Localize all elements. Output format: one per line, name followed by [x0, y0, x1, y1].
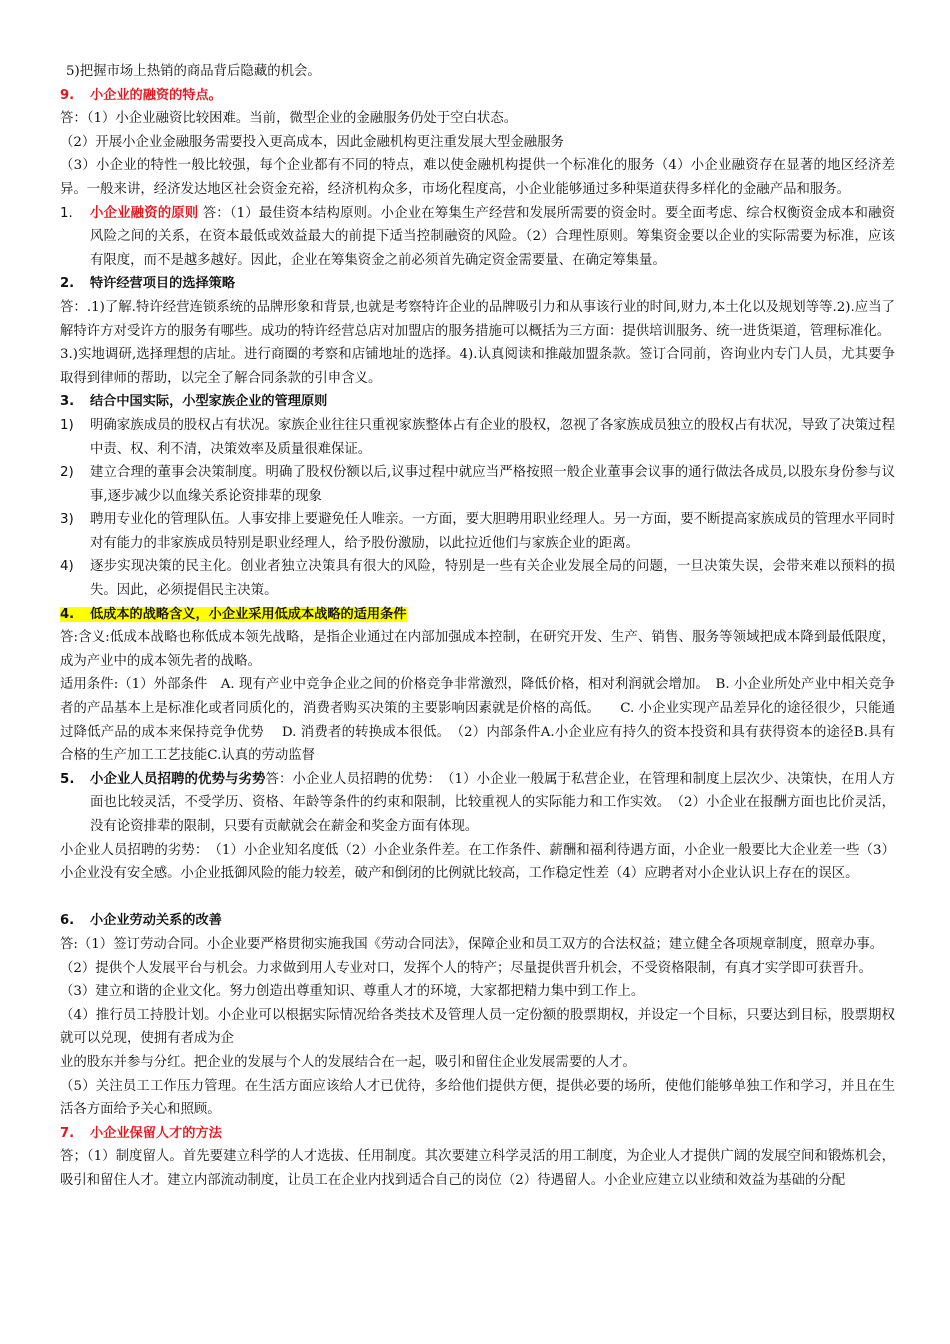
list-number: 5.	[60, 771, 75, 787]
heading-title: 特许经营项目的选择策略	[90, 276, 236, 292]
answer-paragraph: （3）小企业的特性一般比较强，每个企业都有不同的特点，难以使金融机构提供一个标准化的服务（4）小企业融资存在显著的地区经济差异。一般来讲，经济发达地区社会资金充裕，经济机构众多，市场化程度高，小企业能够通过多种渠道获得多样化的金融产品和服务。	[60, 158, 895, 197]
answer-line: 业的股东并参与分红。把企业的发展与个人的发展结合在一起，吸引和留住企业发展需要的人才。	[60, 1054, 636, 1070]
answer-paragraph: 答；（1）制度留人。首先要建立科学的人才选拔、任用制度。其次要建立科学灵活的用工制度，为企业人才提供广阔的发展空间和锻炼机会，吸引和留住人才。建立内部流动制度，让员工在企业内找到适合自己的岗位（2）待遇留人。小企业应建立以业绩和效益为基础的分配	[60, 1149, 895, 1188]
list-item	[60, 555, 895, 602]
list-text: 建立合理的董事会决策制度。明确了股权份额以后,议事过程中就应当严格按照一般企业董事会议事的通行做法各成员,以股东身份参与议事,逐步减少以血缘关系论资排辈的现象	[90, 465, 895, 504]
heading-q2	[60, 272, 895, 296]
answer-text: 答：（1）最佳资本结构原则。小企业在筹集生产经营和发展所需要的资金时。要全面考虑、综合权衡资金成本和融资风险之间的关系，在资本最低或效益最大的前提下适当控制融资的风险。（2）合理性原则。筹集资金要以企业的实际需要为标准，应该有限度，而不是越多越好。因此，企业在筹集资金之前必须首先确定资金需要量、在确定筹集量。	[90, 205, 895, 268]
list-item-q5	[60, 768, 895, 839]
spacer	[60, 886, 895, 910]
answer-line: （2）提供个人发展平台与机会。力求做到用人专业对口，发挥个人的特产；尽量提供晋升机会，不受资格限制，有真才实学即可获晋升。	[60, 960, 872, 976]
answer-paragraph: （4）推行员工持股计划。小企业可以根据实际情况给各类技术及管理人员一定份额的股票期权，并设定一个目标，只要达到目标，股票期权就可以兑现，使拥有者成为企	[60, 1007, 895, 1047]
heading-title: 小企业融资的原则	[90, 205, 199, 221]
heading-number: 7.	[60, 1125, 75, 1141]
answer-line: 答:（1）签订劳动合同。小企业要严格贯彻实施我国《劳动合同法》，保障企业和员工双方的合法权益；建立健全各项规章制度，照章办事。	[60, 936, 884, 952]
list-text: 聘用专业化的管理队伍。人事安排上要避免任人唯亲。一方面，要大胆聘用职业经理人。另一方面，要不断提高家族成员的管理水平同时对有能力的非家族成员特别是职业经理人，给予股份激励，以此拉近他们与家族企业的距离。	[90, 512, 895, 551]
list-number: 1)	[60, 417, 74, 433]
list-item	[60, 414, 895, 461]
answer-paragraph: 3.)实地调研,选择理想的店址。进行商圈的考察和店铺地址的选择。4).认真阅读和推敲加盟条款。签订合同前，咨询业内专门人员，尤其要争取得到律师的帮助，以完全了解合同条款的引申含义。	[60, 347, 895, 386]
answer-paragraph: 适用条件:（1）外部条件 A. 现有产业中竞争企业之间的价格竞争非常激烈，降低价格，相对利润就会增加。 B. 小企业所处产业中相关竞争者的产品基本上是标准化或者同质化的，消费者购买决策的主要影响因素就是价格的高低。 C. 小企业实现产品差异化的途径很少，只能通过降低产品的成本来保持竞争优势 D. 消费者的转换成本很低。 （2）内部条件A.小企业应有持久的资本投资和具有获得资本的途径B.具有合格的生产加工工艺技能C.认真的劳动监督	[60, 677, 895, 764]
heading-number: 6.	[60, 913, 75, 929]
list-number: 1.	[60, 205, 73, 221]
heading-number: 3.	[60, 394, 75, 410]
heading-number: 4.	[60, 606, 75, 622]
document-page	[60, 60, 895, 1193]
answer-line: （2）开展小企业金融服务需要投入更高成本，因此金融机构更注重发展大型金融服务	[60, 134, 564, 150]
heading-title: 小企业的融资的特点。	[90, 87, 222, 103]
heading-title: 小企业劳动关系的改善	[90, 913, 222, 929]
list-item	[60, 461, 895, 508]
list-item	[60, 508, 895, 555]
heading-q9	[60, 84, 895, 108]
list-number: 2)	[60, 465, 74, 481]
heading-q3	[60, 390, 895, 414]
heading-number: 2.	[60, 276, 75, 292]
text-line: 5)把握市场上热销的商品背后隐藏的机会。	[66, 64, 321, 79]
heading-title: 小企业保留人才的方法	[90, 1125, 222, 1141]
list-number: 4)	[60, 559, 74, 575]
list-item-q1	[60, 202, 895, 273]
heading-title: 结合中国实际，小型家族企业的管理原则	[90, 394, 328, 410]
answer-paragraph: 答:含义:低成本战略也称低成本领先战略，是指企业通过在内部加强成本控制，在研究开发、生产、销售、服务等领域把成本降到最低限度，成为产业中的成本领先者的战略。	[60, 630, 895, 669]
heading-q4	[60, 603, 895, 627]
list-text: 逐步实现决策的民主化。创业者独立决策具有很大的风险，特别是一些有关企业发展全局的问题，一旦决策失误，会带来难以预料的损失。因此，必须提倡民主决策。	[90, 559, 895, 599]
heading-q6	[60, 909, 895, 933]
answer-line: 答：（1）小企业融资比较困难。当前，微型企业的金融服务仍处于空白状态。	[60, 111, 518, 127]
answer-paragraph: 小企业人员招聘的劣势： （1）小企业知名度低（2）小企业条件差。在工作条件、薪酬和福利待遇方面，小企业一般要比大企业差一些（3）小企业没有安全感。小企业抵御风险的能力较差，破产和倒闭的比例就比较高，工作稳定性差（4）应聘者对小企业认识上存在的误区。	[60, 842, 895, 882]
list-text: 明确家族成员的股权占有状况。家族企业往往只重视家族整体占有企业的股权，忽视了各家族成员独立的股权占有状况，导致了决策过程中责、权、利不清，决策效率及质量很难保证。	[90, 417, 895, 457]
answer-text: 答：小企业人员招聘的优势： （1）小企业一般属于私营企业，在管理和制度上层次少、决策快，在用人方面也比较灵活，不受学历、资格、年龄等条件的约束和限制，比较重视人的实际能力和工作实效。 （2）小企业在报酬方面也比价灵活，没有论资排辈的限制，只要有贡献就会在薪金和奖金方面有体现。	[90, 771, 896, 834]
heading-number: 9.	[60, 87, 75, 103]
answer-paragraph: （5）关注员工工作压力管理。在生活方面应该给人才已优待，多给他们提供方便，提供必要的场所，使他们能够单独工作和学习，并且在生活各方面给予关心和照顾。	[60, 1078, 895, 1118]
answer-paragraph: 答：.1)了解.特许经营连锁系统的品牌形象和背景,也就是考察特许企业的品牌吸引力和从事该行业的时间,财力,本土化以及规划等等.2).应当了解特许方对受许方的服务有哪些。成功的特许经营总店对加盟店的服务措施可以概括为三方面：提供培训服务、统一进货渠道，管理标准化。	[60, 299, 895, 339]
heading-title: 小企业人员招聘的优势与劣势	[90, 771, 266, 787]
list-number: 3)	[60, 512, 74, 528]
highlighted-heading	[60, 607, 407, 622]
heading-title: 低成本的战略含义，小企业采用低成本战略的适用条件	[90, 606, 407, 622]
heading-q7	[60, 1122, 895, 1146]
answer-line: （3）建立和谐的企业文化。努力创造出尊重知识、尊重人才的环境，大家都把精力集中到工作上。	[60, 984, 645, 1000]
